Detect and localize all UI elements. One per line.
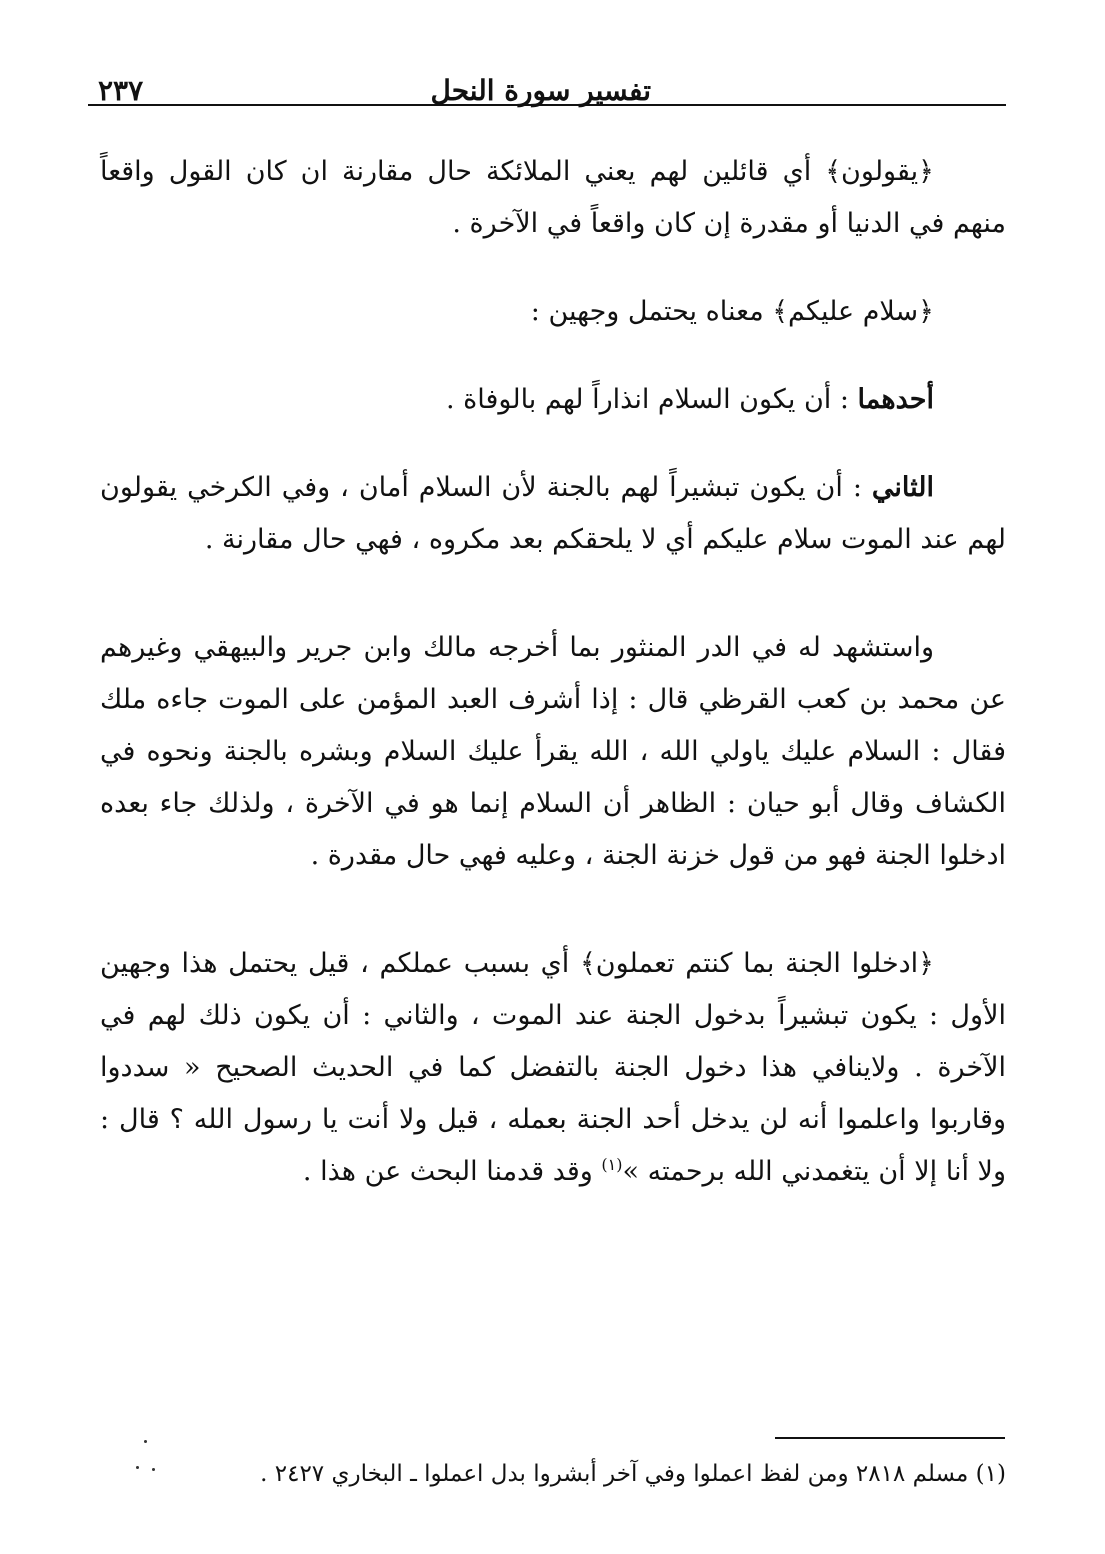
paragraph-1 — [100, 146, 1006, 250]
paragraph-text: ﴿ادخلوا الجنة بما كنتم تعملون﴾ أي بسبب عملكم ، قيل يحتمل هذا وجهين الأول : يكون تبشيراً بدخول الجنة عند الموت ، والثاني : أن يكون ذلك لهم في الآخرة . ولاينافي هذا دخول الجنة بالتفضل كما في الحديث الصحيح « سددوا وقاربوا واعلموا أنه لن يدخل أحد الجنة بعمله ، قيل ولا أنت يا رسول الله ؟ قال : ولا أنا إلا أن يتغمدني الله برحمته » — [100, 948, 1006, 1187]
header-rule — [88, 104, 1006, 106]
paragraph-6 — [100, 938, 1006, 1198]
paragraph-3 — [100, 374, 1006, 426]
paragraph-text: واستشهد له في الدر المنثور بما أخرجه مالك وابن جرير والبيهقي وغيرهم عن محمد بن كعب القرظي قال : إذا أشرف العبد المؤمن على الموت جاءه ملك فقال : السلام عليك ياولي الله ، الله يقرأ عليك السلام وبشره بالجنة ونحوه في الكشاف وقال أبو حيان : الظاهر أن السلام إنما هو في الآخرة ، ولذلك جاء بعده ادخلوا الجنة فهو من قول خزنة الجنة ، وعليه فهي حال مقدرة . — [100, 632, 1006, 871]
scan-speck — [152, 1468, 155, 1471]
paragraph-text: : أن يكون السلام انذاراً لهم بالوفاة . — [445, 384, 858, 415]
scan-speck — [136, 1466, 139, 1469]
footnote-reference[interactable]: (١) — [601, 1155, 623, 1174]
paragraph-text: ﴿يقولون﴾ أي قائلين لهم يعني الملائكة حال مقارنة ان كان القول واقعاً منهم في الدنيا أو مقدرة إن كان واقعاً في الآخرة . — [100, 156, 1006, 239]
paragraph-2 — [100, 286, 1006, 338]
paragraph-lead: أحدهما — [857, 384, 934, 415]
running-title: تفسير سورة النحل — [430, 74, 651, 107]
scan-speck — [144, 1440, 147, 1443]
footnote-rule — [775, 1437, 1005, 1439]
page-number: ٢٣٧ — [98, 74, 144, 107]
footnote: (١) مسلم ٢٨١٨ ومن لفظ اعملوا وفي آخر أبشروا بدل اعملوا ـ البخاري ٢٤٢٧ . — [260, 1461, 1006, 1487]
paragraph-text: ﴿سلام عليكم﴾ معناه يحتمل وجهين : — [530, 296, 934, 327]
paragraph-5 — [100, 622, 1006, 882]
main-text — [100, 146, 1006, 1198]
paragraph-text: : أن يكون تبشيراً لهم بالجنة لأن السلام أمان ، وفي الكرخي يقولون لهم عند الموت سلام عليكم أي لا يلحقكم بعد مكروه ، فهي حال مقارنة . — [100, 472, 1006, 555]
paragraph-4 — [100, 462, 1006, 566]
paragraph-text-end: وقد قدمنا البحث عن هذا . — [302, 1156, 602, 1187]
paragraph-lead: الثاني — [871, 472, 934, 503]
